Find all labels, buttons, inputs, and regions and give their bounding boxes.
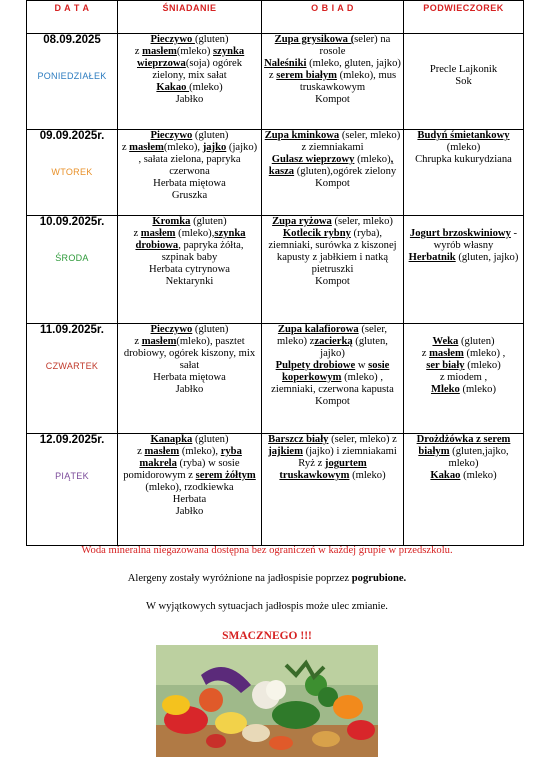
water-note: Woda mineralna niegazowana dostępna bez ograniczeń w każdej grupie w przedszkolu. [81,545,453,556]
header-row [27,1,524,34]
table-row [27,130,524,216]
header-sniadanie: ŚNIADANIE [118,1,262,34]
podwieczorek-cell: Weka (gluten) z masłem (mleko) , ser biały (mleko) z miodem , Mleko (mleko) [404,324,524,434]
day-cell [27,324,118,434]
table-row [27,434,524,546]
day-name: PONIEDZIAŁEK [37,71,107,81]
obiad-cell: Zupa grysikowa (seler) na rosole Naleśniki (mleko, gluten, jajko) z serem białym (mleko), mus truskawkowym Kompot [262,34,404,130]
allergens-note [0,573,534,584]
day-date: 12.09.2025r. [39,434,105,446]
obiad-cell: Zupa kalafiorowa (seler, mleko) zzacierką (gluten, jajko) Pulpety drobiowe w sosie koperkowym (mleko) , ziemniaki, czerwona kapusta Kompot [262,324,404,434]
day-cell [27,216,118,324]
header-obiad: O B I A D [262,1,404,34]
day-date: 11.09.2025r. [40,324,104,336]
day-name: CZWARTEK [45,361,99,371]
table-row [27,324,524,434]
day-name: PIĄTEK [55,471,89,481]
day-name: ŚRODA [55,253,89,263]
day-cell [27,34,118,130]
obiad-cell: Barszcz biały (seler, mleko) z jajkiem (jajko) i ziemniakami Ryż z jogurtem truskawkowym (mleko) [262,434,404,546]
day-date: 10.09.2025r. [39,216,105,228]
day-cell [27,434,118,546]
header-podwieczorek: PODWIECZOREK [404,1,524,34]
podwieczorek-cell: Budyń śmietankowy (mleko) Chrupka kukurydziana [404,130,524,216]
sniadanie-cell: Pieczywo (gluten) z masłem(mleko), jajko (jajko) , sałata zielona, papryka czerwona Herbata miętowa Gruszka [118,130,262,216]
header-data: D A T A [27,1,118,34]
menu-table [26,0,524,546]
changes-note: W wyjątkowych sytuacjach jadłospis może ulec zmianie. [146,601,388,612]
sniadanie-cell: Kromka (gluten) z masłem (mleko),szynka drobiowa, papryka żółta, szpinak baby Herbata cytrynowa Nektarynki [118,216,262,324]
smacznego-text: SMACZNEGO !!! [222,630,312,642]
day-cell [27,130,118,216]
allergens-bold: pogrubione. [351,573,407,584]
day-date: 09.09.2025r. [39,130,105,142]
sniadanie-cell: Kanapka (gluten) z masłem (mleko), ryba makrela (ryba) w sosie pomidorowym z serem żółtym (mleko), rzodkiewka Herbata Jabłko [118,434,262,546]
podwieczorek-cell: Precle Lajkonik Sok [404,34,524,130]
allergens-text: Alergeny zostały wyróżnione na jadłospisie poprzez [127,573,350,584]
day-date: 08.09.2025 [43,34,101,46]
obiad-cell: Zupa ryżowa (seler, mleko) Kotlecik rybny (ryba), ziemniaki, surówka z kiszonej kapusty z jabłkiem i natką pietruszki Kompot [262,216,404,324]
table-row [27,34,524,130]
podwieczorek-cell: Drożdżówka z serem białym (gluten,jajko, mleko) Kakao (mleko) [404,434,524,546]
obiad-cell: Zupa kminkowa (seler, mleko) z ziemniakami Gulasz wieprzowy (mleko), kasza (gluten),ogórek zielony Kompot [262,130,404,216]
day-name: WTOREK [51,167,93,177]
table-row [27,216,524,324]
sniadanie-cell: Pieczywo (gluten) z masłem(mleko), pasztet drobiowy, ogórek kiszony, mix sałat Herbata miętowa Jabłko [118,324,262,434]
vegetables-image [156,645,378,757]
podwieczorek-cell: Jogurt brzoskwiniowy - wyrób własny Herbatnik (gluten, jajko) [404,216,524,324]
sniadanie-cell: Pieczywo (gluten) z masłem(mleko) szynka wieprzowa(soja) ogórek zielony, mix sałat Kakao (mleko) Jabłko [118,34,262,130]
